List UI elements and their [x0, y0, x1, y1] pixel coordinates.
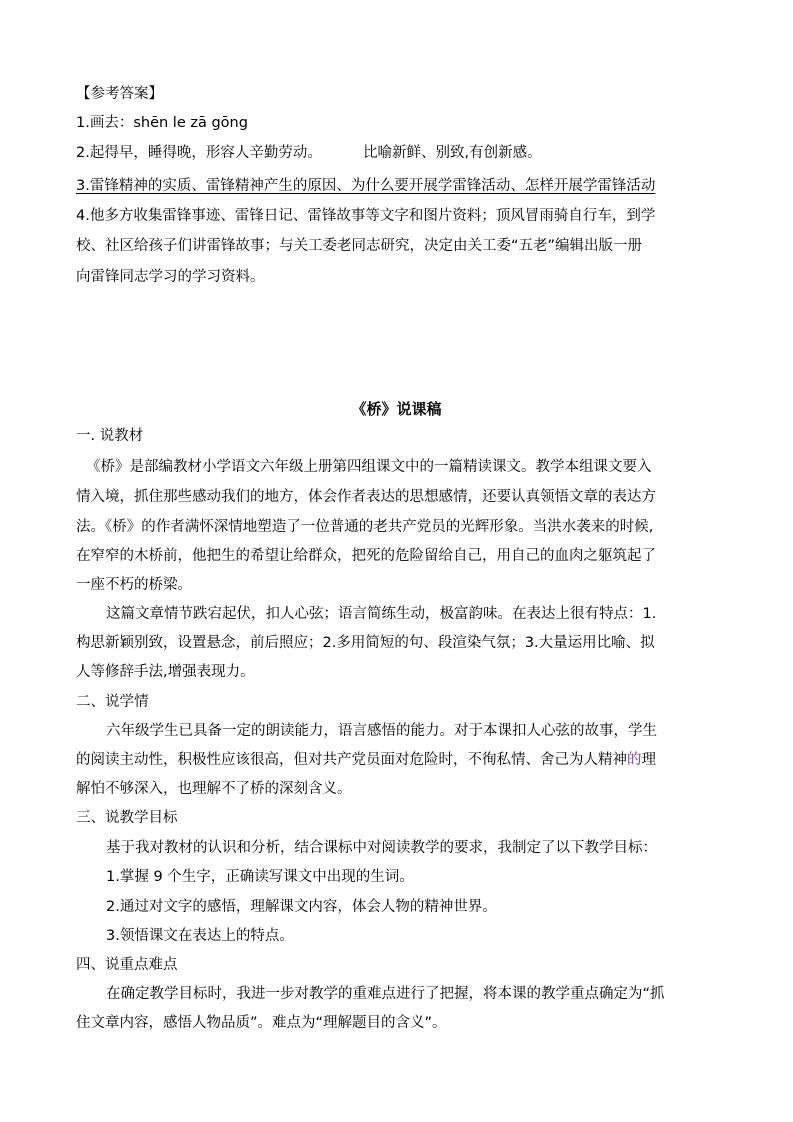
s1-para2-line-3: 人等修辞手法,增强表现力。	[76, 664, 255, 680]
answers-heading: 【参考答案】	[76, 86, 163, 102]
s2-line-2	[76, 750, 726, 770]
section-3-heading: 三、说教学目标	[76, 810, 178, 826]
answer-3: 3.雷锋精神的实质、雷锋精神产生的原因、为什么要开展学雷锋活动、怎样开展学雷锋活动	[76, 178, 656, 194]
answer-2-left: 2.起得早，睡得晚，形容人辛勤劳动。	[76, 145, 322, 161]
s2-line-2-end: 理	[641, 752, 656, 768]
answer-4-line-2: 校、社区给孩子们讲雷锋故事；与关工委老同志研究，决定由关工委“五老”编辑出版一册	[76, 238, 643, 254]
article-title: 《桥》说课稿	[351, 400, 442, 418]
section-1-heading: 一. 说教材	[76, 428, 144, 444]
s4-para-line-2: 住文章内容，感悟人物品质”。难点为“理解题目的含义”。	[76, 1015, 447, 1031]
s2-line-1: 六年级学生已具备一定的朗读能力，语言感悟的能力。对于本课扣人心弦的故事，学生	[106, 723, 657, 739]
s3-goal-2: 2.通过对文字的感悟，理解课文内容，体会人物的精神世界。	[106, 899, 497, 915]
answer-4-line-3: 向雷锋同志学习的学习资料。	[76, 269, 265, 285]
s1-para1-line-5: 一座不朽的桥梁。	[76, 577, 192, 593]
answer-2-right: 比喻新鲜、别致,有创新感。	[363, 145, 542, 161]
s3-goal-3: 3.领悟课文在表达上的特点。	[106, 928, 294, 944]
s3-goal-1: 1.掌握 9 个生字，正确读写课文中出现的生词。	[106, 869, 414, 885]
s2-line-2-text: 的阅读主动性，积极性应该很高，但对共产党员面对危险时，不徇私情、舍己为人精神	[76, 752, 627, 768]
section-4-heading: 四、说重点难点	[76, 957, 178, 973]
s1-para1-line-3: 法。《桥》的作者满怀深情地塑造了一位普通的老共产党员的光辉形象。当洪水袭来的时候,	[76, 519, 654, 535]
s1-para1-line-4: 在窄窄的木桥前，他把生的希望让给群众，把死的危险留给自己，用自己的血肉之躯筑起了	[76, 548, 656, 564]
s1-para1-line-1: 《桥》是部编教材小学语文六年级上册第四组课文中的一篇精读课文。教学本组课文要入	[86, 459, 652, 475]
s2-line-2-highlight: 的	[627, 752, 642, 768]
s2-line-3: 解怕不够深入，也理解不了桥的深刻含义。	[76, 781, 352, 797]
s4-para-line-1: 在确定教学目标时，我进一步对教学的重难点进行了把握，将本课的教学重点确定为“抓	[106, 986, 665, 1002]
answer-4-line-1: 4.他多方收集雷锋事迹、雷锋日记、雷锋故事等文字和图片资料；顶风冒雨骑自行车，到学	[76, 208, 656, 224]
section-2-heading: 二、说学情	[76, 694, 149, 710]
answer-2	[76, 143, 726, 163]
s1-para2-line-1: 这篇文章情节跌宕起伏，扣人心弦；语言简练生动，极富韵味。在表达上很有特点：1.	[106, 606, 657, 622]
answer-1: 1.画去：shēn le zā gōng	[76, 115, 248, 131]
s3-intro: 基于我对教材的认识和分析，结合课标中对阅读教学的要求，我制定了以下教学目标：	[106, 840, 657, 856]
s1-para1-line-2: 情入境，抓住那些感动我们的地方，体会作者表达的思想感情，还要认真领悟文章的表达方	[76, 489, 656, 505]
s1-para2-line-2: 构思新颖别致，设置悬念，前后照应；2.多用简短的句、段渲染气氛；3.大量运用比喻、拟	[76, 635, 655, 651]
